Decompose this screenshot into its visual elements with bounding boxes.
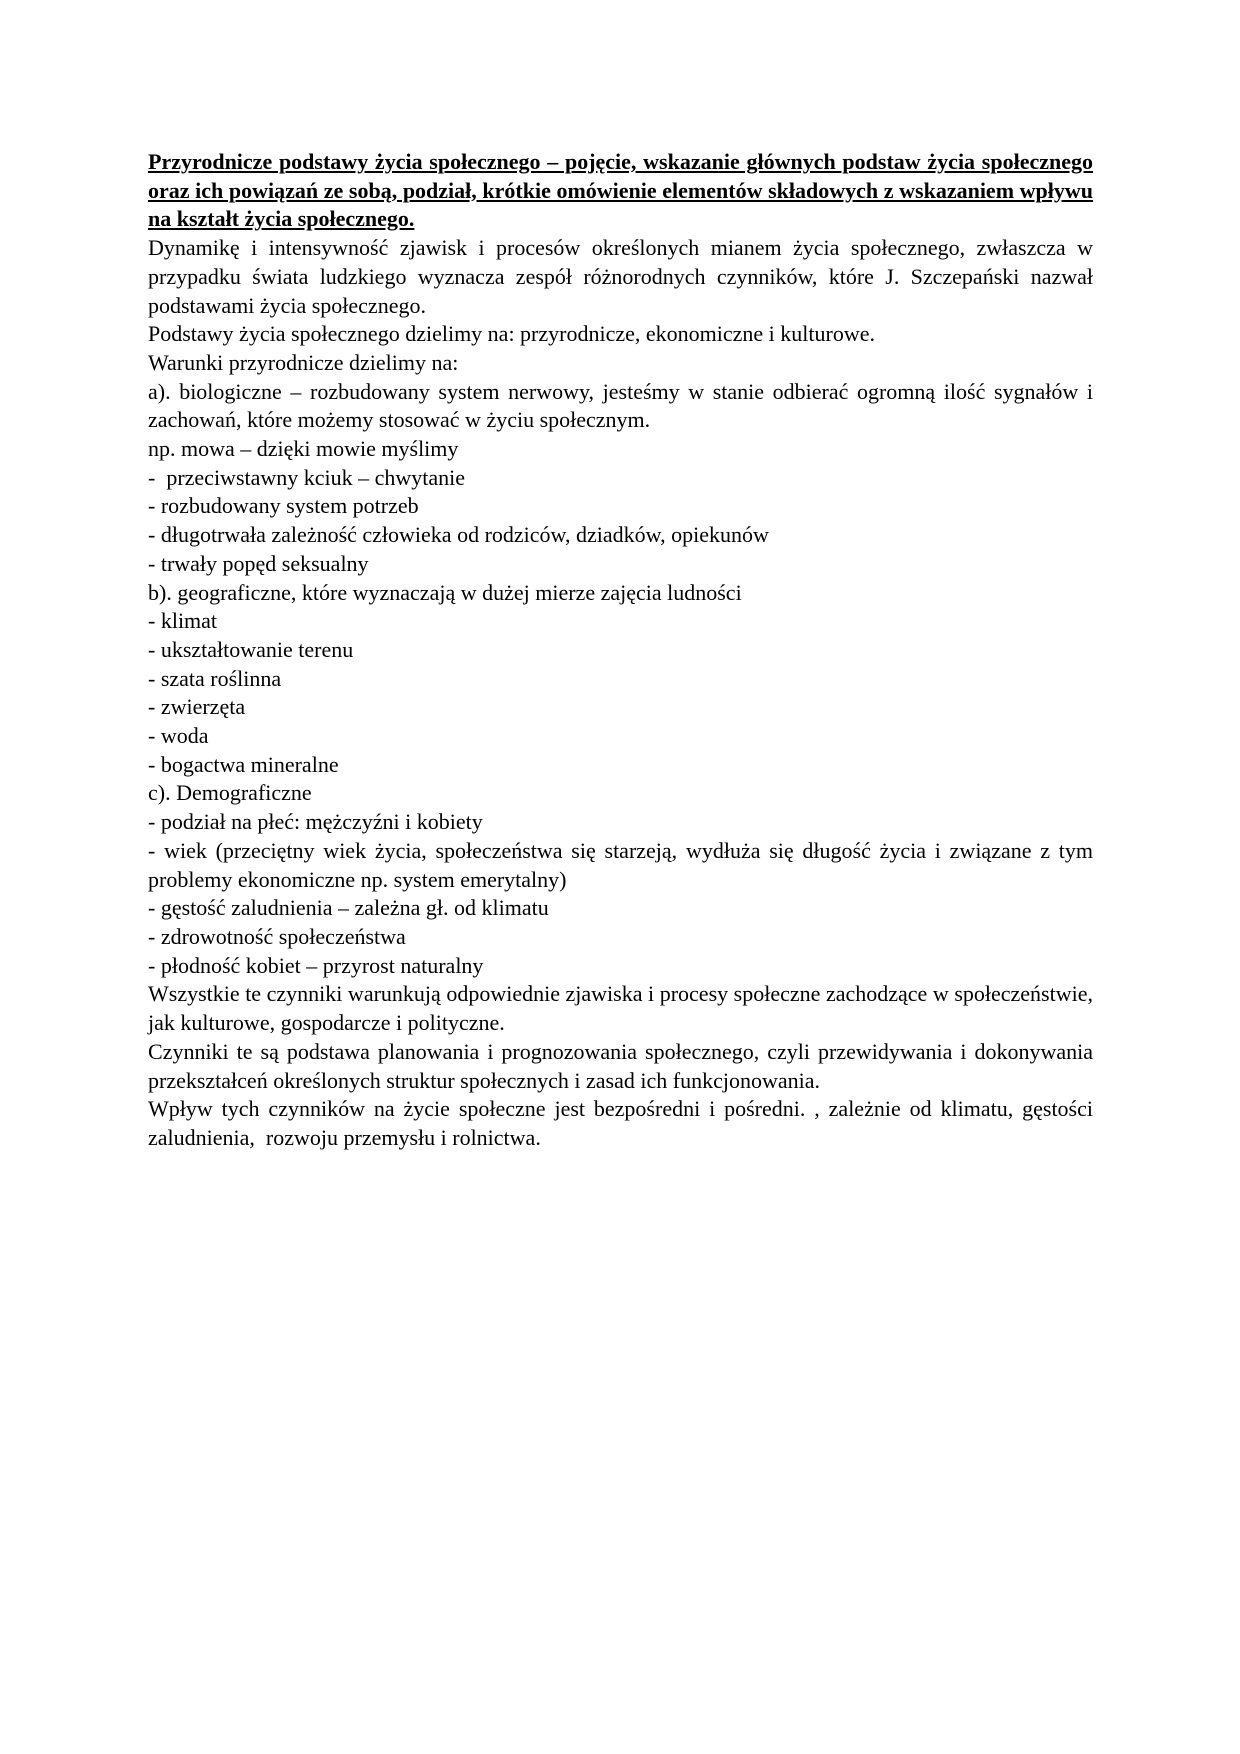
biological-example: np. mowa – dzięki mowie myślimy — [148, 436, 459, 462]
list-item: - płodność kobiet – przyrost naturalny — [148, 952, 484, 978]
list-item: - szata roślinna — [148, 665, 282, 691]
division-paragraph: Podstawy życia społecznego dzielimy na: przyrodnicze, ekonomiczne i kulturowe. — [148, 321, 875, 347]
list-item: - zdrowotność społeczeństwa — [148, 923, 406, 949]
conclusion-paragraph: Czynniki te są podstawa planowania i prognozowania społecznego, czyli przewidywania i dokonywania przekształceń określonych struktur społecznych i zasad ich funkcjonowania. — [148, 1038, 1093, 1093]
list-item: - rozbudowany system potrzeb — [148, 493, 419, 519]
list-item: - klimat — [148, 608, 218, 634]
intro-paragraph: Dynamikę i intensywność zjawisk i procesów określonych mianem życia społecznego, zwłaszcza w przypadku świata ludzkiego wyznacza zespół różnorodnych czynników, które J. Szczepański nazwał podstawami życia społecznego. — [148, 235, 1093, 318]
list-item: - bogactwa mineralne — [148, 751, 339, 777]
list-item: - przeciwstawny kciuk – chwytanie — [148, 464, 466, 490]
conclusion-paragraph: Wszystkie te czynniki warunkują odpowiednie zjawiska i procesy społeczne zachodzące w społeczeństwie, jak kulturowe, gospodarcze i polityczne. — [148, 981, 1093, 1036]
list-item: - zwierzęta — [148, 694, 246, 720]
document-body — [148, 148, 1099, 1153]
list-item: - wiek (przeciętny wiek życia, społeczeństwa się starzeją, wydłuża się długość życia i związane z tym problemy ekonomiczne np. system emerytalny) — [148, 837, 1093, 892]
list-item: - gęstość zaludnienia – zależna gł. od klimatu — [148, 895, 549, 921]
list-item: - trwały popęd seksualny — [148, 550, 369, 576]
document-title: Przyrodnicze podstawy życia społecznego – pojęcie, wskazanie głównych podstaw życia społecznego oraz ich powiązań ze sobą, podział, krótkie omówienie elementów składowych z wskazaniem wpływu na kształt życia społecznego. — [148, 149, 1093, 232]
geographic-heading: b). geograficzne, które wyznaczają w dużej mierze zajęcia ludności — [148, 579, 742, 605]
biological-heading: a). biologiczne – rozbudowany system nerwowy, jesteśmy w stanie odbierać ogromną ilość sygnałów i zachowań, które możemy stosować w życiu społecznym. — [148, 378, 1093, 433]
list-item: - długotrwała zależność człowieka od rodziców, dziadków, opiekunów — [148, 522, 769, 548]
list-item: - ukształtowanie terenu — [148, 636, 354, 662]
list-item: - woda — [148, 723, 209, 749]
list-item: - podział na płeć: mężczyźni i kobiety — [148, 809, 483, 835]
conditions-intro: Warunki przyrodnicze dzielimy na: — [148, 349, 459, 375]
demographic-heading: c). Demograficzne — [148, 780, 312, 806]
conclusion-paragraph: Wpływ tych czynników na życie społeczne jest bezpośredni i pośredni. , zależnie od klimatu, gęstości zaludnienia, rozwoju przemysłu i rolnictwa. — [148, 1096, 1099, 1150]
